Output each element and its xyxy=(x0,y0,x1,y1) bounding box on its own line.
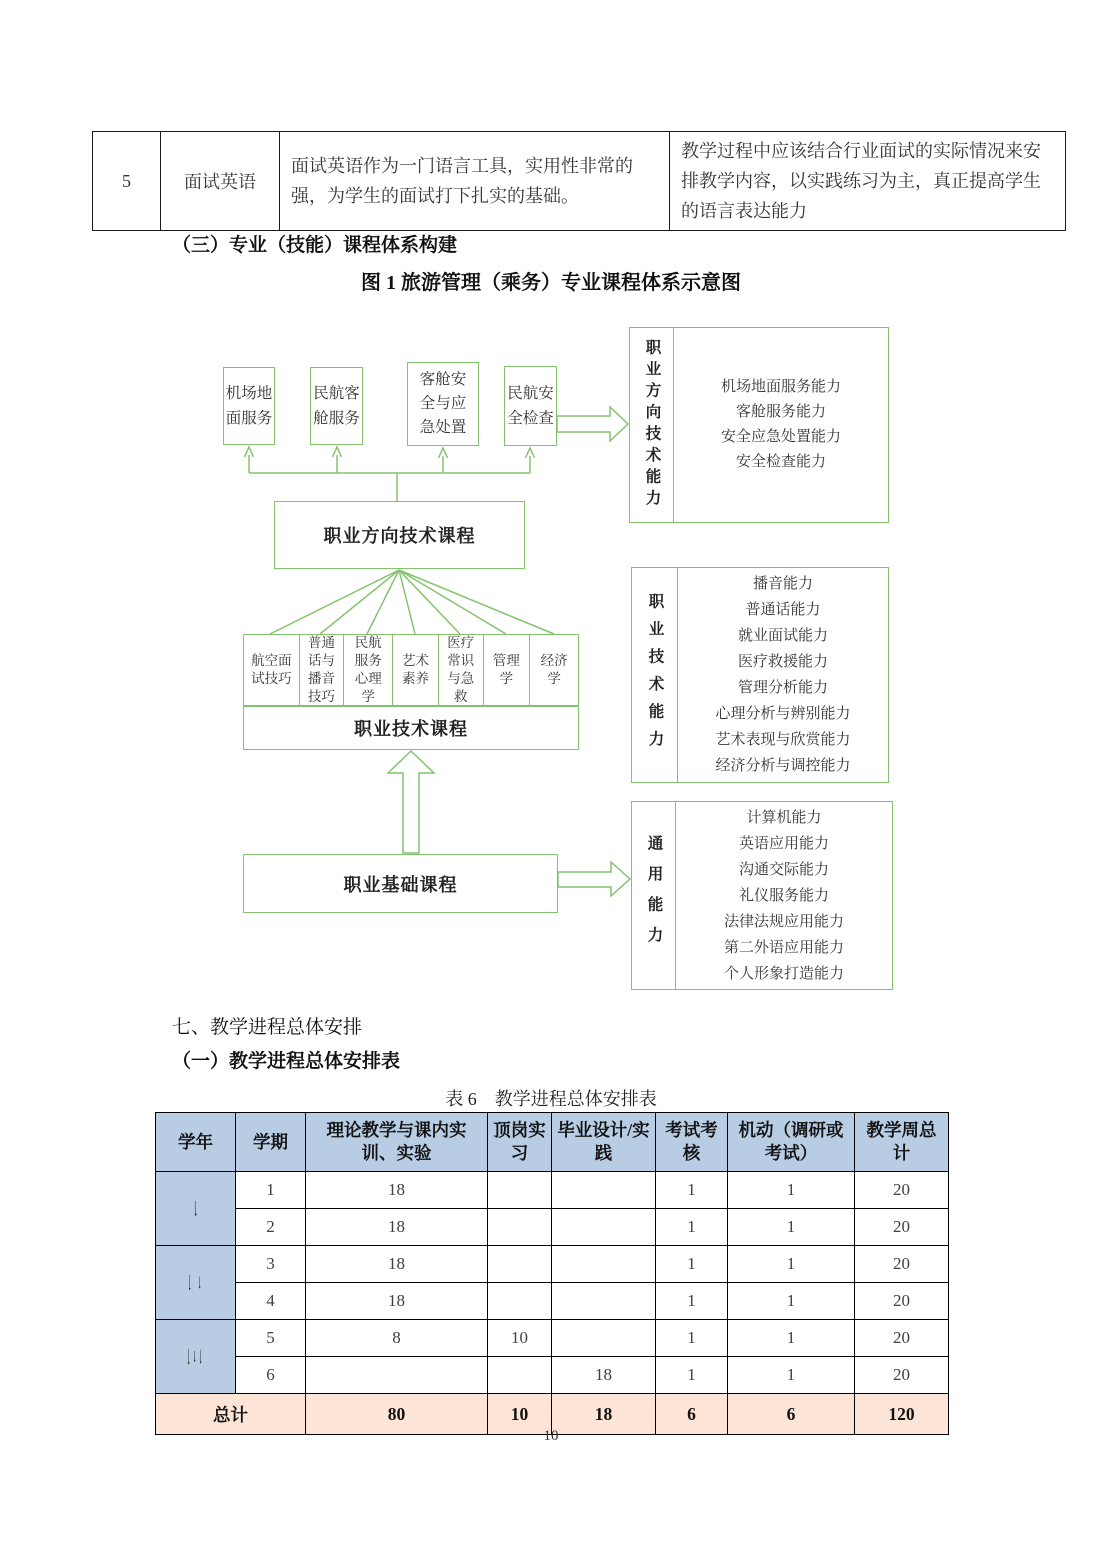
ability-item: 就业面试能力 xyxy=(737,628,828,644)
header-school-year: 学年 xyxy=(156,1113,236,1172)
ability-item: 艺术表现与欣赏能力 xyxy=(715,732,851,748)
cell-total: 20 xyxy=(855,1172,949,1209)
course-description: 面试英语作为一门语言工具，实用性非常的强，为学生的面试打下扎实的基础。 xyxy=(280,132,670,231)
total-theory: 80 xyxy=(306,1394,488,1435)
ability-item: 医疗救援能力 xyxy=(737,654,828,670)
cell-semester: 4 xyxy=(236,1283,306,1320)
cell-theory: 18 xyxy=(306,1209,488,1246)
total-weeks: 120 xyxy=(855,1394,949,1435)
cell-design xyxy=(552,1320,656,1357)
cell-medical-first-aid: 医疗常识与急救 xyxy=(438,635,483,705)
ability-item: 机场地面服务能力 xyxy=(720,379,841,395)
cell-semester: 6 xyxy=(236,1357,306,1394)
cell-total: 20 xyxy=(855,1246,949,1283)
cell-internship xyxy=(488,1246,552,1283)
cell-theory: 18 xyxy=(306,1172,488,1209)
total-internship: 10 xyxy=(488,1394,552,1435)
total-label: 总计 xyxy=(156,1394,306,1435)
total-flexible: 6 xyxy=(728,1394,855,1435)
box-cabin-safety: 客舱安全与应急处置 xyxy=(407,362,479,446)
header-internship: 顶岗实习 xyxy=(488,1113,552,1172)
schedule-row xyxy=(156,1320,949,1357)
course-teaching-note: 教学过程中应该结合行业面试的实际情况来安排教学内容，以实践练习为主，真正提高学生的语言表达能力 xyxy=(670,132,1066,231)
cell-economics: 经济学 xyxy=(529,635,578,705)
cell-design xyxy=(552,1209,656,1246)
cell-semester: 2 xyxy=(236,1209,306,1246)
cell-exam: 1 xyxy=(656,1172,728,1209)
ability-box-general xyxy=(631,801,893,990)
cell-total: 20 xyxy=(855,1283,949,1320)
cell-flexible: 1 xyxy=(728,1209,855,1246)
ability-item: 法律法规应用能力 xyxy=(723,913,844,930)
cell-total: 20 xyxy=(855,1320,949,1357)
cell-design xyxy=(552,1283,656,1320)
cell-exam: 1 xyxy=(656,1246,728,1283)
ability-label: 通用能力 xyxy=(632,802,676,989)
cell-design xyxy=(552,1246,656,1283)
cell-flexible: 1 xyxy=(728,1320,855,1357)
bar-direction-tech-courses: 职业方向技术课程 xyxy=(274,501,525,569)
bar-basic-courses: 职业基础课程 xyxy=(243,854,558,913)
cell-flexible: 1 xyxy=(728,1357,855,1394)
box-aviation-security-check: 民航安全检查 xyxy=(504,366,557,446)
cell-design: 18 xyxy=(552,1357,656,1394)
cell-exam: 1 xyxy=(656,1283,728,1320)
schedule-row xyxy=(156,1246,949,1283)
ability-box-direction-tech xyxy=(629,327,889,523)
ability-item: 第二外语应用能力 xyxy=(723,939,844,956)
cell-flexible: 1 xyxy=(728,1246,855,1283)
ability-item: 客舱服务能力 xyxy=(735,404,826,420)
cell-interview-skills: 航空面试技巧 xyxy=(251,653,292,686)
year-cell: 二 xyxy=(156,1246,236,1320)
cell-internship xyxy=(488,1209,552,1246)
course-system-diagram xyxy=(190,315,980,1000)
header-exam: 考试考核 xyxy=(656,1113,728,1172)
header-total-weeks: 教学周总计 xyxy=(855,1113,949,1172)
course-table xyxy=(92,131,1066,231)
ability-item: 播音能力 xyxy=(752,576,813,592)
cell-theory: 18 xyxy=(306,1246,488,1283)
section-heading-3: （三）专业（技能）课程体系构建 xyxy=(172,235,458,256)
cell-management: 管理学 xyxy=(483,635,530,705)
schedule-row xyxy=(156,1172,949,1209)
schedule-table xyxy=(155,1112,949,1435)
tech-course-cells xyxy=(243,634,579,706)
section-heading-7-1: （一）教学进程总体安排表 xyxy=(172,1051,401,1072)
cell-exam: 1 xyxy=(656,1209,728,1246)
table-row xyxy=(93,132,1066,231)
ability-item: 心理分析与辨别能力 xyxy=(715,706,851,722)
bar-tech-courses: 职业技术课程 xyxy=(243,706,579,750)
total-design: 18 xyxy=(552,1394,656,1435)
ability-item: 礼仪服务能力 xyxy=(738,887,829,904)
schedule-row xyxy=(156,1209,949,1246)
cell-theory: 8 xyxy=(306,1320,488,1357)
header-semester: 学期 xyxy=(236,1113,306,1172)
cell-service-psychology: 民航服务心理学 xyxy=(343,635,392,705)
ability-item: 安全检查能力 xyxy=(735,454,826,470)
section-heading-7: 七、教学进程总体安排 xyxy=(172,1017,363,1038)
cell-total: 20 xyxy=(855,1209,949,1246)
ability-label: 职业技术能力 xyxy=(632,568,678,782)
cell-semester: 3 xyxy=(236,1246,306,1283)
right-arrow-bottom xyxy=(558,862,630,896)
header-flexible: 机动（调研或考试） xyxy=(728,1113,855,1172)
schedule-row xyxy=(156,1283,949,1320)
cell-theory xyxy=(306,1357,488,1394)
cell-mandarin-broadcast: 普通话与播音技巧 xyxy=(299,635,344,705)
cell-flexible: 1 xyxy=(728,1172,855,1209)
cell-total: 20 xyxy=(855,1357,949,1394)
cell-art-accomplishment: 艺术素养 xyxy=(392,635,438,705)
cell-internship xyxy=(488,1283,552,1320)
cell-internship xyxy=(488,1172,552,1209)
schedule-header-row xyxy=(156,1113,949,1172)
cell-theory: 18 xyxy=(306,1283,488,1320)
cell-internship: 10 xyxy=(488,1320,552,1357)
cell-semester: 1 xyxy=(236,1172,306,1209)
schedule-row xyxy=(156,1357,949,1394)
ability-item: 经济分析与调控能力 xyxy=(715,758,851,774)
ability-item: 英语应用能力 xyxy=(738,835,829,852)
box-airport-ground-service: 机场地面服务 xyxy=(223,367,275,445)
cell-exam: 1 xyxy=(656,1357,728,1394)
cell-exam: 1 xyxy=(656,1320,728,1357)
ability-items xyxy=(676,802,892,989)
year-cell: 三 xyxy=(156,1320,236,1394)
box-cabin-service: 民航客舱服务 xyxy=(310,367,363,445)
ability-item: 安全应急处置能力 xyxy=(720,429,841,445)
cell-design xyxy=(552,1172,656,1209)
ability-label: 职业方向技术能力 xyxy=(630,328,674,522)
page-number: 10 xyxy=(543,1428,559,1444)
ability-items xyxy=(674,328,888,522)
ability-items xyxy=(678,568,888,782)
year-cell: 一 xyxy=(156,1172,236,1246)
ability-item: 管理分析能力 xyxy=(737,680,828,696)
ability-item: 沟通交际能力 xyxy=(738,861,829,878)
ability-item: 个人形象打造能力 xyxy=(723,965,844,982)
total-exam: 6 xyxy=(656,1394,728,1435)
table-caption: 表 6 教学进程总体安排表 xyxy=(445,1089,657,1109)
header-theory-teaching: 理论教学与课内实训、实验 xyxy=(306,1113,488,1172)
figure-title: 图 1 旅游管理（乘务）专业课程体系示意图 xyxy=(361,272,741,294)
header-graduation-design: 毕业设计/实践 xyxy=(552,1113,656,1172)
right-arrow-top xyxy=(557,407,628,441)
ability-item: 普通话能力 xyxy=(745,602,821,618)
course-name: 面试英语 xyxy=(161,132,280,231)
course-index: 5 xyxy=(93,132,161,231)
cell-internship xyxy=(488,1357,552,1394)
up-arrow xyxy=(388,751,434,853)
ability-item: 计算机能力 xyxy=(746,809,822,826)
ability-box-tech xyxy=(631,567,889,783)
cell-semester: 5 xyxy=(236,1320,306,1357)
cell-flexible: 1 xyxy=(728,1283,855,1320)
